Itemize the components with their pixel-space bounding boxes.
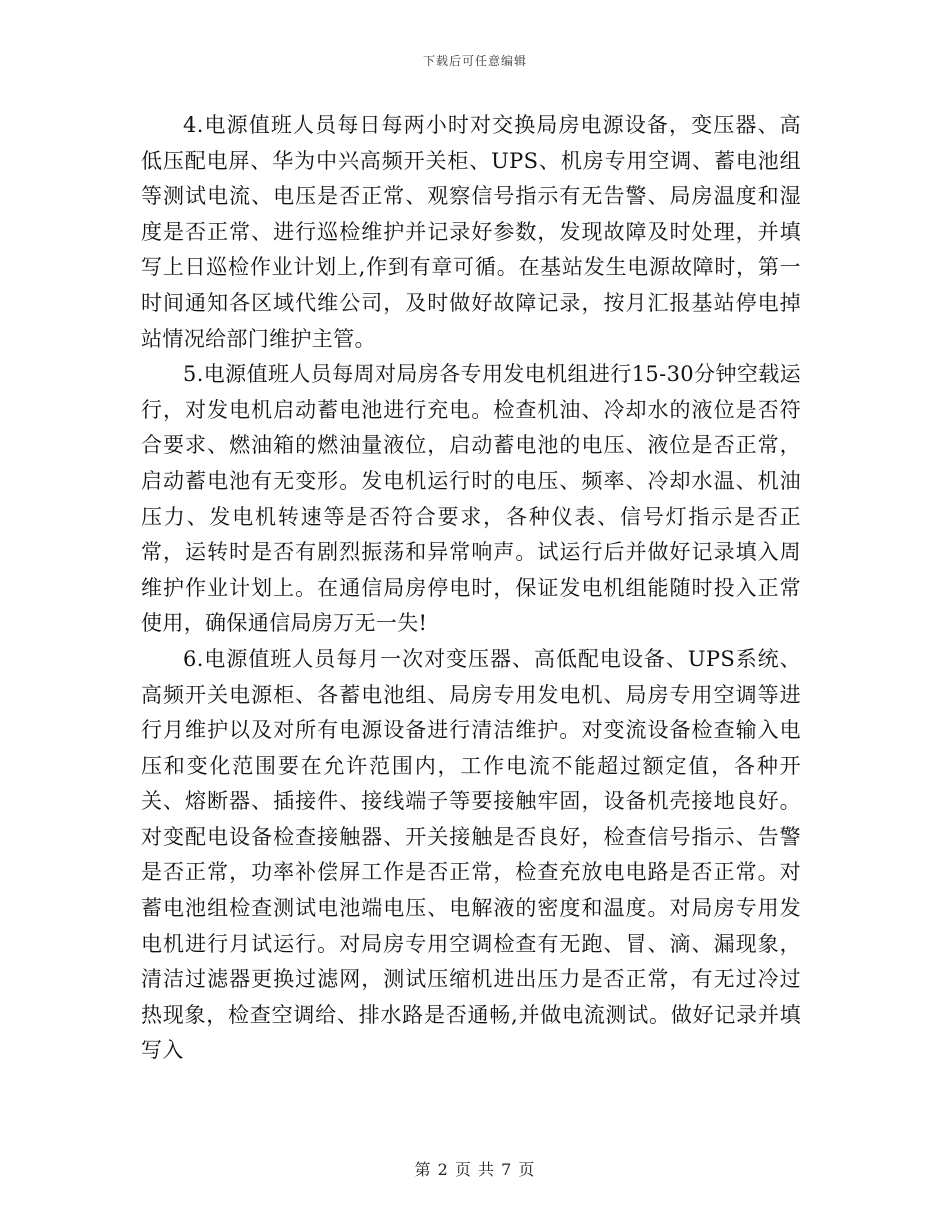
document-body	[141, 108, 801, 1069]
paragraph-item-5: 5.电源值班人员每周对局房各专用发电机组进行15-30分钟空载运行，对发电机启动蓄电池进行充电。检查机油、冷却水的液位是否符合要求、燃油箱的燃油量液位，启动蓄电池的电压、液位是否正常，启动蓄电池有无变形。发电机运行时的电压、频率、冷却水温、机油压力、发电机转速等是否符合要求，各种仪表、信号灯指示是否正常，运转时是否有剧烈振荡和异常响声。试运行后并做好记录填入周维护作业计划上。在通信局房停电时，保证发电机组能随时投入正常使用，确保通信局房万无一失!	[141, 362, 801, 636]
header-note: 下载后可任意编辑	[422, 54, 527, 68]
paragraph-item-4: 4.电源值班人员每日每两小时对交换局房电源设备，变压器、高低压配电屏、华为中兴高频开关柜、UPS、机房专用空调、蓄电池组等测试电流、电压是否正常、观察信号指示有无告警、局房温度和湿度是否正常、进行巡检维护并记录好参数，发现故障及时处理，并填写上日巡检作业计划上,作到有章可循。在基站发生电源故障时，第一时间通知各区域代维公司，及时做好故障记录，按月汇报基站停电掉站情况给部门维护主管。	[141, 113, 801, 351]
page-number: 第 2 页 共 7 页	[414, 1160, 536, 1179]
paragraph-item-6: 6.电源值班人员每月一次对变压器、高低配电设备、UPS系统、高频开关电源柜、各蓄电池组、局房专用发电机、局房专用空调等进行月维护以及对所有电源设备进行清洁维护。对变流设备检查输入电压和变化范围要在允许范围内，工作电流不能超过额定值，各种开关、熔断器、插接件、接线端子等要接触牢固，设备机壳接地良好。对变配电设备检查接触器、开关接触是否良好，检查信号指示、告警是否正常，功率补偿屏工作是否正常，检查充放电电路是否正常。对蓄电池组检查测试电池端电压、电解液的密度和温度。对局房专用发电机进行月试运行。对局房专用空调检查有无跑、冒、滴、漏现象，清洁过滤器更换过滤网，测试压缩机进出压力是否正常，有无过冷过热现象，检查空调给、排水路是否通畅,并做电流测试。做好记录并填写入	[141, 646, 801, 1063]
